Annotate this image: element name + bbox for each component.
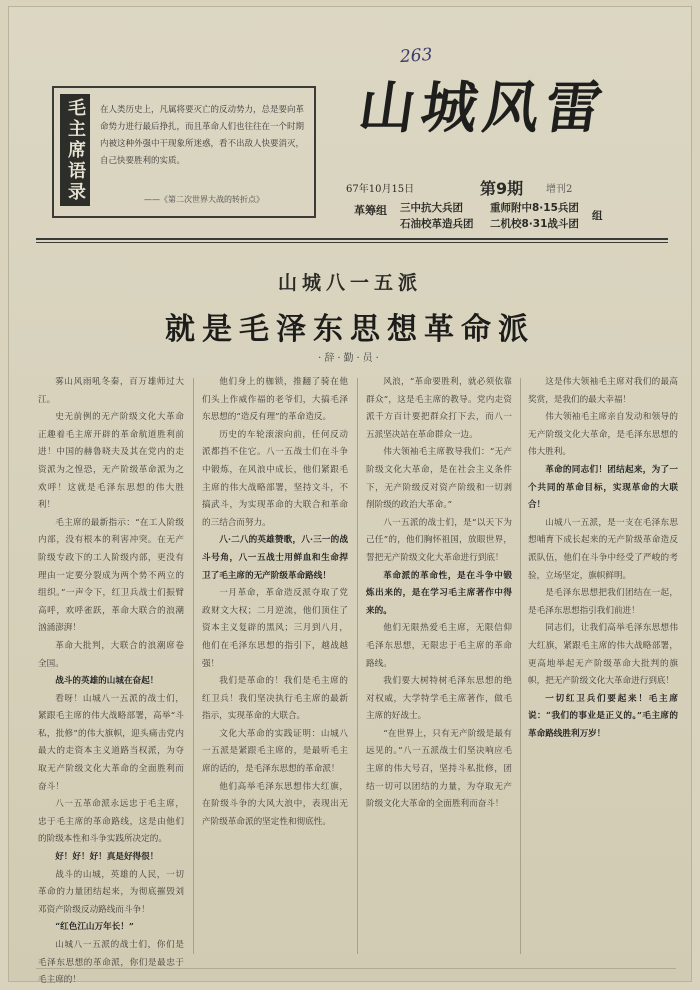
- column-divider: [520, 378, 521, 954]
- article-headline: 就是毛泽东思想革命派: [165, 312, 535, 347]
- article-paragraph: 风浪，“革命要胜利，就必须依靠群众”，这是毛主席的教导。党内走资派千方百计要把群众打下去，而八一五派坚决站在革命群众一边。: [366, 377, 512, 440]
- article-paragraph: 好！好！好！真是好得很！: [55, 852, 159, 863]
- article-paragraph: 历史的车轮滚滚向前，任何反动派都挡不住它。八一五战士们在斗争中锻炼，在风浪中成长，他们紧跟毛主席的伟大战略部署，坚持文斗，不搞武斗，为实现革命的大联合和革命的三结合而努力。: [202, 429, 348, 528]
- publisher-unit: 重师附中8·15兵团: [490, 202, 579, 214]
- masthead-title: 山城风雷: [354, 75, 613, 141]
- article-paragraph: “在世界上，只有无产阶级是最有远见的。”八一五派战士们坚决响应毛主席的伟大号召，坚持斗私批修，团结一切可以团结的力量，为夺取无产阶级文化大革命的全面胜利而奋斗！: [366, 728, 512, 810]
- publisher-unit: 二机校8·31战斗团: [490, 218, 579, 230]
- publisher-unit: 三中抗大兵团: [400, 202, 463, 214]
- article-column-4: [528, 374, 678, 956]
- article-paragraph: 山城八一五派的战士们，你们是毛泽东思想的革命派，你们是最忠于毛主席的！: [38, 940, 184, 986]
- article-paragraph: 山城八一五派，是一支在毛泽东思想哺育下成长起来的无产阶级革命造反派队伍，他们在斗争中经受了严峻的考验，立场坚定，旗帜鲜明。: [528, 517, 678, 581]
- article-paragraph: 毛主席的最新指示：“在工人阶级内部，没有根本的利害冲突。在无产阶级专政下的工人阶级内部，更没有理由一定要分裂成为两个势不两立的组织。”一声令下，红卫兵战士们振臂高呼，欢呼雀跃，革命大联合的浪潮汹涌澎湃！: [38, 517, 184, 634]
- header-divider-thin: [36, 242, 668, 243]
- article-paragraph: 革命派的革命性，是在斗争中锻炼出来的，是在学习毛主席著作中得来的。: [366, 570, 512, 616]
- article-paragraph: 他们高举毛泽东思想伟大红旗，在阶级斗争的大风大浪中，表现出无产阶级革命派的坚定性和彻底性。: [202, 781, 348, 827]
- article-paragraph: 看呀！山城八一五派的战士们，紧跟毛主席的伟大战略部署，高举“斗私，批修”的伟大旗帜，迎头痛击党内最大的走资本主义道路当权派，为夺取无产阶级文化大革命的全面胜利而奋斗！: [38, 693, 184, 792]
- article-paragraph: 史无前例的无产阶级文化大革命正趣着毛主席开辟的革命航道胜利前进！中国的赫鲁晓夫及其在党内的走资派为之惶恐，无产阶级革命派为之欢呼！这就是毛泽东思想的伟大胜利！: [38, 412, 184, 511]
- article-paragraph: 雾山风雨吼冬秦，百万雄师过大江。: [38, 377, 184, 405]
- article-paragraph: 文化大革命的实践证明：山城八一五派是紧跟毛主席的，是最听毛主席的话的，是毛泽东思想的革命派！: [202, 728, 348, 775]
- article-paragraph: “红色江山万年长！”: [55, 922, 134, 933]
- article-paragraph: 我们要大树特树毛泽东思想的绝对权威，大学特学毛主席著作，做毛主席的好战士。: [366, 676, 512, 722]
- column-divider: [193, 378, 194, 954]
- publisher-suffix: 组: [592, 210, 603, 222]
- column-divider: [357, 378, 358, 954]
- article-paragraph: 他们身上的枷锁，推翻了骑在他们头上作威作福的老爷们，大搞毛泽东思想的“造反有理”的革命造反。: [202, 377, 348, 423]
- article-paragraph: 我们是革命的！我们是毛主席的红卫兵！我们坚决执行毛主席的最新指示，实现革命的大联合。: [202, 676, 348, 722]
- article-paragraph: 八·二八的英雄赞歌，八·三一的战斗号角，八一五战士用鲜血和生命捍卫了毛主席的无产阶级革命路线！: [202, 535, 348, 581]
- issue-number: 第9期: [480, 179, 524, 198]
- article-paragraph: 他们无限热爱毛主席，无限信仰毛泽东思想，无限忠于毛主席的革命路线。: [366, 623, 512, 669]
- article-paragraph: 八一五派的战士们，是“以天下为己任”的，他们胸怀祖国，放眼世界，誓把无产阶级文化大革命进行到底！: [366, 517, 512, 563]
- article-byline: ·辞·勤·员·: [318, 353, 382, 364]
- issue-date: 67年10月15日: [346, 184, 415, 195]
- article-paragraph: 八一五革命派永远忠于毛主席，忠于毛主席的革命路线，这是由他们的阶级本性和斗争实践所决定的。: [38, 799, 184, 845]
- header-divider: [36, 238, 668, 240]
- quotation-box: [52, 86, 316, 218]
- quotation-text: 在人类历史上，凡属将要灭亡的反动势力，总是要向革命势力进行最后挣扎，而且革命人们也往往在一个时期内被这种外强中干现象所迷惑，看不出敌人快要消灭，自己快要胜利的实质。: [100, 105, 305, 166]
- article-paragraph: 革命的同志们！团结起来，为了一个共同的革命目标，实现革命的大联合！: [528, 464, 678, 511]
- article-paragraph: 这是伟大领袖毛主席对我们的最高奖赏，是我们的最大幸福！: [528, 377, 678, 405]
- article-paragraph: 同志们，让我们高举毛泽东思想伟大红旗，紧跟毛主席的伟大战略部署，更高地举起无产阶级革命大批判的旗帜，把无产阶级文化大革命进行到底！: [528, 623, 678, 687]
- handwritten-page-number: 263: [399, 44, 434, 68]
- issue-extra: 增刊2: [546, 184, 573, 195]
- quotation-source: ——《第二次世界大战的转折点》: [144, 195, 264, 204]
- quotation-label: 毛主席语录: [60, 94, 90, 206]
- article-column-3: [366, 374, 512, 956]
- article-paragraph: 一月革命，革命造反派夺取了党政财文大权；二月逆流，他们顶住了资本主义复辟的黑风；三月到八月，他们在毛泽东思想的指引下，越战越强！: [202, 588, 348, 669]
- bottom-rule: [36, 968, 676, 969]
- article-paragraph: 伟大领袖毛主席亲自发动和领导的无产阶级文化大革命，是毛泽东思想的伟大胜利。: [528, 412, 678, 458]
- article-paragraph: 革命大批判，大联合的浪潮席卷全国。: [38, 640, 184, 669]
- article-paragraph: 一切红卫兵们要起来！毛主席说：“我们的事业是正义的。”毛主席的革命路线胜利万岁！: [528, 693, 678, 739]
- article-subheadline: 山城八一五派: [277, 272, 422, 294]
- newspaper-page: [8, 6, 692, 986]
- article-paragraph: 战斗的山城，英雄的人民，一切革命的力量团结起来，为彻底摧毁刘邓资产阶级反动路线而斗争！: [38, 869, 184, 915]
- publisher-group-label: 革筹组: [354, 204, 387, 217]
- publisher-unit: 石油校革造兵团: [400, 218, 474, 230]
- article-paragraph: 伟大领袖毛主席教导我们：“无产阶级文化大革命，是在社会主义条件下，无产阶级反对资产阶级和一切剥削阶级的政治大革命。”: [366, 447, 512, 511]
- article-column-2: [202, 374, 348, 956]
- article-paragraph: 是毛泽东思想把我们团结在一起，是毛泽东思想指引我们前进！: [528, 588, 678, 616]
- article-paragraph: 战斗的英雄的山城在奋起！: [55, 676, 159, 687]
- article-column-1: [38, 374, 184, 986]
